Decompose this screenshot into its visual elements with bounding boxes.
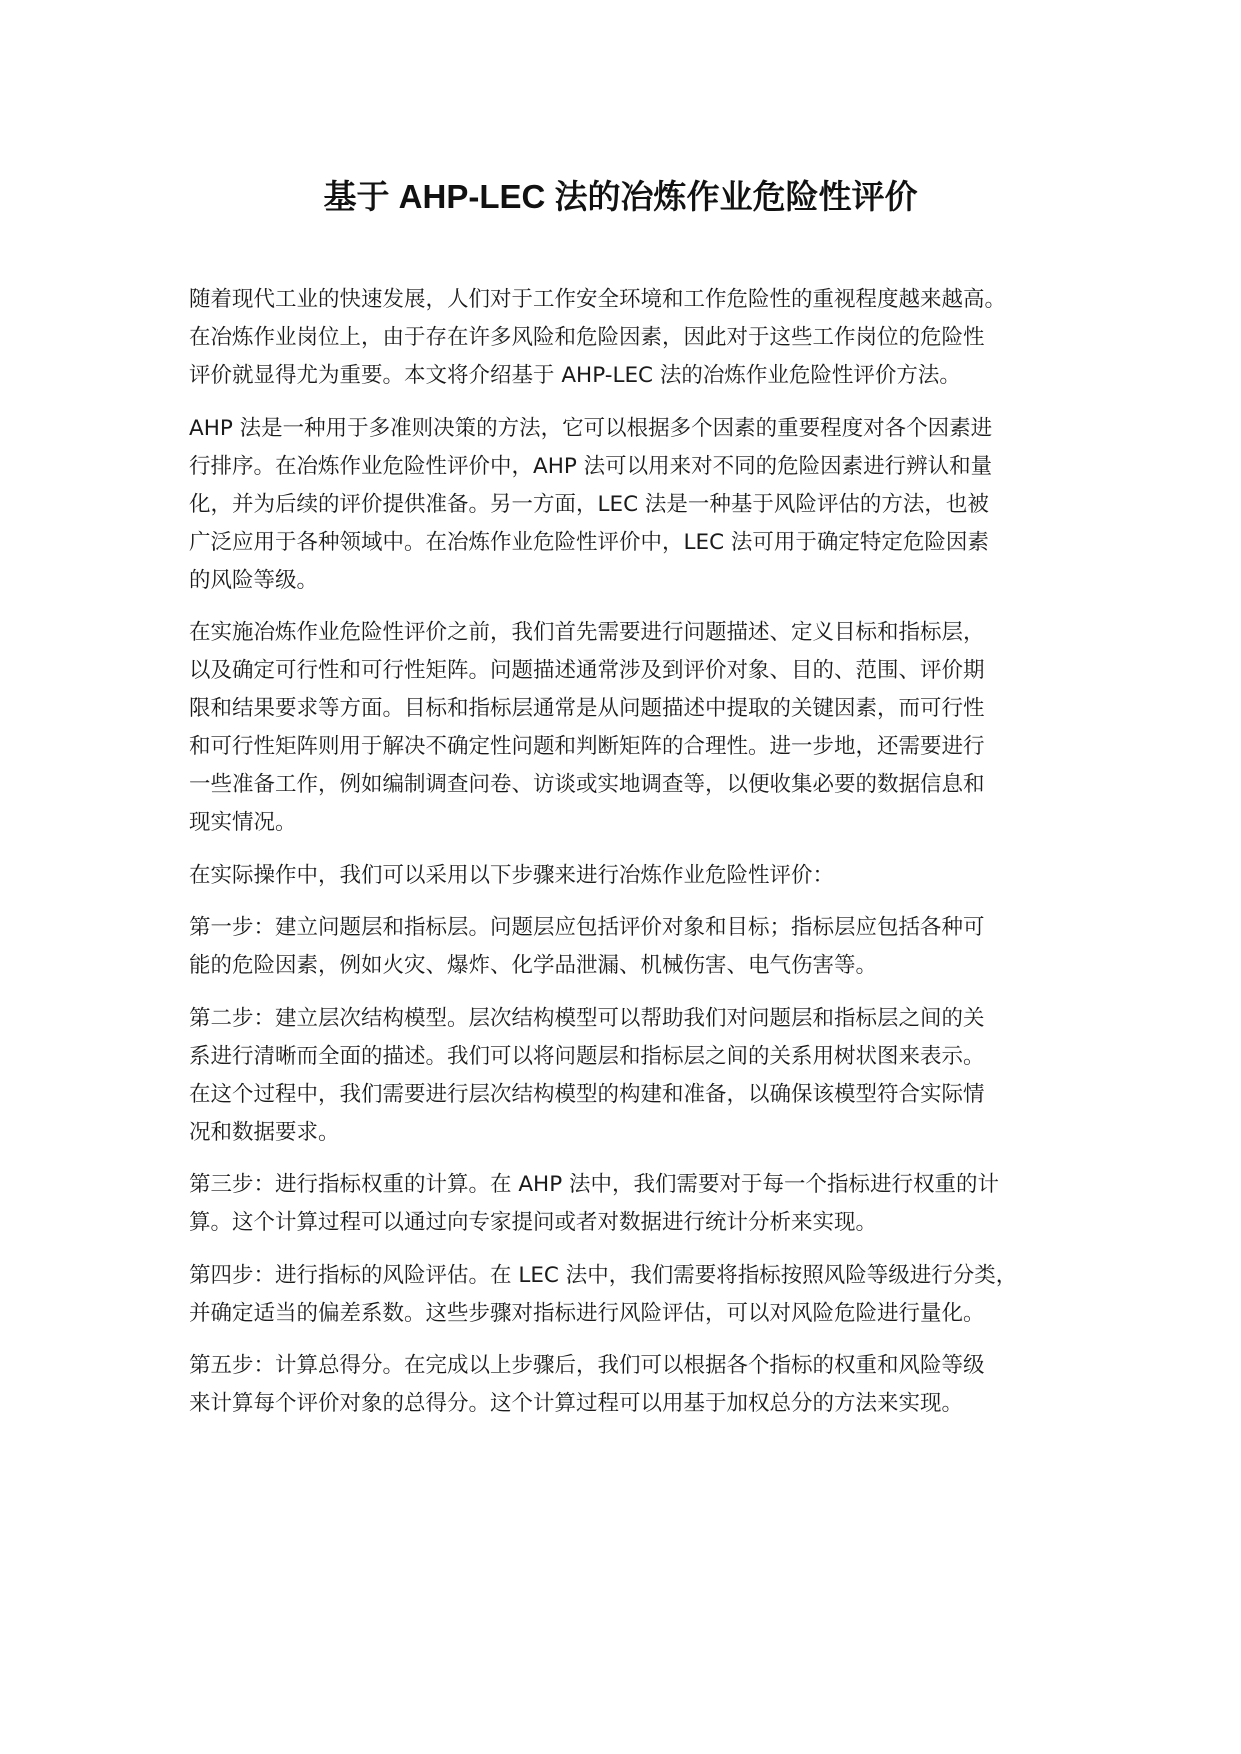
text-line: 第五步：计算总得分。在完成以上步骤后，我们可以根据各个指标的权重和风险等级 [189,1353,985,1378]
text-line: AHP 法是一种用于多准则决策的方法，它可以根据多个因素的重要程度对各个因素进 [189,415,993,441]
text-line: 行排序。在冶炼作业危险性评价中，AHP 法可以用来对不同的危险因素进行辨认和量 [189,453,993,479]
document-title: 基于 AHP-LEC 法的冶炼作业危险性评价 [323,178,918,215]
text-line: 能的危险因素，例如火灾、爆炸、化学品泄漏、机械伤害、电气伤害等。 [189,953,878,978]
paragraph-step-3 [189,1166,1084,1242]
text-line: 来计算每个评价对象的总得分。这个计算过程可以用基于加权总分的方法来实现。 [189,1391,964,1416]
text-line: 在实际操作中，我们可以采用以下步骤来进行冶炼作业危险性评价： [189,862,835,888]
text-line: 限和结果要求等方面。目标和指标层通常是从问题描述中提取的关键因素，而可行性 [189,696,985,721]
text-line: 在实施冶炼作业危险性评价之前，我们首先需要进行问题描述、定义目标和指标层， [189,620,985,645]
paragraph-step-5 [189,1347,1084,1423]
text-line: 第二步：建立层次结构模型。层次结构模型可以帮助我们对问题层和指标层之间的关 [189,1005,985,1031]
text-line: 在冶炼作业岗位上，由于存在许多风险和危险因素，因此对于这些工作岗位的危险性 [189,325,985,350]
text-line: 和可行性矩阵则用于解决不确定性问题和判断矩阵的合理性。进一步地，还需要进行 [189,734,985,759]
text-line: 系进行清晰而全面的描述。我们可以将问题层和指标层之间的关系用树状图来表示。 [189,1043,985,1069]
text-line: 并确定适当的偏差系数。这些步骤对指标进行风险评估，可以对风险危险进行量化。 [189,1300,985,1326]
paragraph-step-2 [189,1000,1084,1152]
text-line: 一些准备工作，例如编制调查问卷、访谈或实地调查等，以便收集必要的数据信息和 [189,772,985,797]
paragraph-steps-intro [189,857,1084,895]
document-body [189,281,1084,1438]
text-line: 评价就显得尤为重要。本文将介绍基于 AHP-LEC 法的冶炼作业危险性评价方法。 [189,363,961,388]
text-line: 现实情况。 [189,810,297,835]
text-line: 随着现代工业的快速发展，人们对于工作安全环境和工作危险性的重视程度越来越高。 [189,287,1007,312]
paragraph-step-1 [189,909,1084,985]
text-line: 算。这个计算过程可以通过向专家提问或者对数据进行统计分析来实现。 [189,1210,878,1235]
paragraph-ahp-lec [189,410,1084,600]
paragraph-preparation [189,614,1084,842]
text-line: 第一步：建立问题层和指标层。问题层应包括评价对象和目标；指标层应包括各种可 [189,915,985,940]
text-line: 化，并为后续的评价提供准备。另一方面，LEC 法是一种基于风险评估的方法，也被 [189,491,989,517]
text-line: 以及确定可行性和可行性矩阵。问题描述通常涉及到评价对象、目的、范围、评价期 [189,658,985,683]
text-line: 的风险等级。 [189,567,319,593]
paragraph-intro [189,281,1084,395]
paragraph-step-4 [189,1257,1084,1333]
text-line: 第四步：进行指标的风险评估。在 LEC 法中，我们需要将指标按照风险等级进行分类， [189,1262,1018,1288]
text-line: 广泛应用于各种领域中。在冶炼作业危险性评价中，LEC 法可用于确定特定危险因素 [189,529,989,555]
text-line: 第三步：进行指标权重的计算。在 AHP 法中，我们需要对于每一个指标进行权重的计 [189,1172,1000,1197]
text-line: 况和数据要求。 [189,1119,340,1145]
text-line: 在这个过程中，我们需要进行层次结构模型的构建和准备，以确保该模型符合实际情 [189,1081,985,1107]
